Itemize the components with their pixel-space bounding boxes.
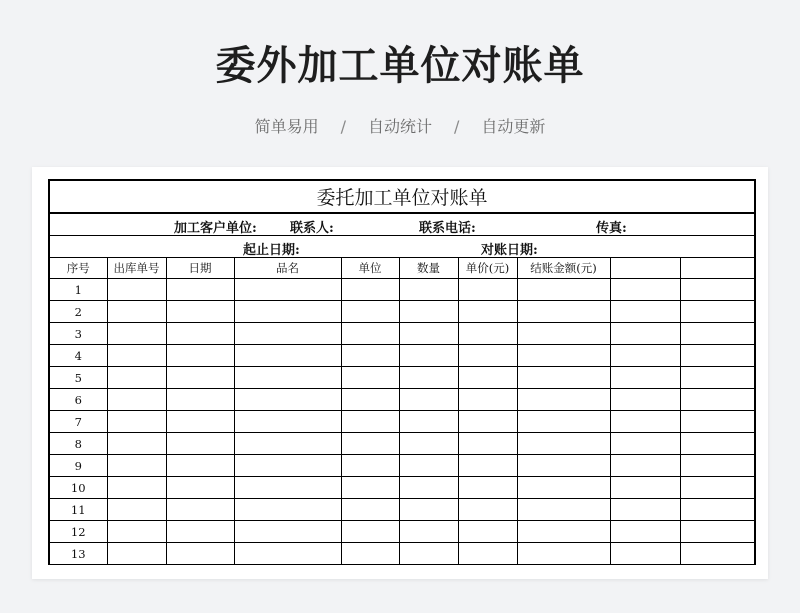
statement-table bbox=[48, 179, 756, 565]
table-row bbox=[49, 455, 755, 477]
tag-separator: / bbox=[340, 117, 346, 136]
table-cell[interactable] bbox=[234, 543, 341, 565]
table-row bbox=[49, 389, 755, 411]
table-cell[interactable] bbox=[341, 543, 399, 565]
table-cell[interactable] bbox=[341, 389, 399, 411]
table-cell[interactable] bbox=[610, 433, 680, 455]
table-cell[interactable] bbox=[399, 301, 458, 323]
page-title: 委外加工单位对账单 bbox=[215, 43, 585, 89]
table-cell[interactable] bbox=[107, 345, 166, 367]
table-cell[interactable] bbox=[107, 411, 166, 433]
feature-tagline bbox=[0, 114, 800, 137]
table-cell[interactable] bbox=[234, 279, 341, 301]
table-cell[interactable] bbox=[234, 455, 341, 477]
table-cell[interactable] bbox=[680, 345, 755, 367]
table-cell[interactable] bbox=[517, 367, 610, 389]
contact-person-label: 联系人: bbox=[290, 221, 334, 236]
table-cell[interactable] bbox=[166, 411, 234, 433]
table-cell[interactable] bbox=[166, 521, 234, 543]
row-number-cell[interactable]: 12 bbox=[49, 521, 107, 543]
table-cell[interactable] bbox=[517, 521, 610, 543]
table-cell[interactable] bbox=[166, 455, 234, 477]
table-cell[interactable] bbox=[610, 411, 680, 433]
table-cell[interactable] bbox=[107, 521, 166, 543]
table-cell[interactable] bbox=[234, 477, 341, 499]
table-cell[interactable] bbox=[680, 323, 755, 345]
table-row bbox=[49, 279, 755, 301]
table-cell[interactable] bbox=[107, 367, 166, 389]
table-cell[interactable] bbox=[458, 279, 517, 301]
table-cell[interactable] bbox=[458, 389, 517, 411]
table-cell[interactable] bbox=[680, 279, 755, 301]
table-cell[interactable] bbox=[680, 367, 755, 389]
feature-tag: 自动更新 bbox=[481, 117, 546, 136]
fax-label: 传真: bbox=[596, 221, 627, 236]
column-header: 出库单号 bbox=[107, 258, 166, 279]
table-cell[interactable] bbox=[341, 477, 399, 499]
table-cell[interactable] bbox=[166, 389, 234, 411]
table-cell[interactable] bbox=[166, 499, 234, 521]
table-cell[interactable] bbox=[107, 477, 166, 499]
table-cell[interactable] bbox=[680, 455, 755, 477]
column-header: 结账金额(元) bbox=[517, 258, 610, 279]
table-cell[interactable] bbox=[610, 367, 680, 389]
row-number-cell[interactable]: 7 bbox=[49, 411, 107, 433]
table-cell[interactable] bbox=[517, 301, 610, 323]
table-cell[interactable] bbox=[517, 411, 610, 433]
client-unit-label: 加工客户单位: bbox=[174, 221, 257, 236]
table-row bbox=[49, 411, 755, 433]
table-cell[interactable] bbox=[341, 411, 399, 433]
table-cell[interactable] bbox=[399, 345, 458, 367]
table-cell[interactable] bbox=[680, 521, 755, 543]
table-cell[interactable] bbox=[166, 279, 234, 301]
column-header: 单位 bbox=[341, 258, 399, 279]
table-cell[interactable] bbox=[680, 433, 755, 455]
table-cell[interactable] bbox=[341, 301, 399, 323]
table-cell[interactable] bbox=[107, 301, 166, 323]
table-cell[interactable] bbox=[517, 477, 610, 499]
table-cell[interactable] bbox=[399, 521, 458, 543]
sheet-title: 委托加工单位对账单 bbox=[49, 180, 755, 213]
table-cell[interactable] bbox=[680, 477, 755, 499]
table-cell[interactable] bbox=[517, 455, 610, 477]
table-cell[interactable] bbox=[610, 521, 680, 543]
table-cell[interactable] bbox=[107, 499, 166, 521]
period-label: 起止日期: bbox=[243, 243, 300, 258]
table-cell[interactable] bbox=[458, 323, 517, 345]
column-header-row bbox=[49, 258, 755, 279]
table-cell[interactable] bbox=[166, 301, 234, 323]
table-row bbox=[49, 301, 755, 323]
row-number-cell[interactable]: 1 bbox=[49, 279, 107, 301]
table-cell[interactable] bbox=[166, 543, 234, 565]
row-number-cell[interactable]: 2 bbox=[49, 301, 107, 323]
row-number-cell[interactable]: 3 bbox=[49, 323, 107, 345]
feature-tag: 自动统计 bbox=[367, 117, 432, 136]
table-cell[interactable] bbox=[234, 411, 341, 433]
feature-tag: 简单易用 bbox=[254, 117, 319, 136]
column-header bbox=[680, 258, 755, 279]
table-cell[interactable] bbox=[680, 499, 755, 521]
contact-phone-label: 联系电话: bbox=[419, 221, 476, 236]
table-cell[interactable] bbox=[399, 367, 458, 389]
row-number-cell[interactable]: 5 bbox=[49, 367, 107, 389]
table-cell[interactable] bbox=[341, 367, 399, 389]
table-cell[interactable] bbox=[341, 345, 399, 367]
statement-date-label: 对账日期: bbox=[481, 243, 538, 258]
table-cell[interactable] bbox=[517, 389, 610, 411]
column-header: 序号 bbox=[49, 258, 107, 279]
table-cell[interactable] bbox=[234, 345, 341, 367]
row-number-cell[interactable]: 8 bbox=[49, 433, 107, 455]
row-number-cell[interactable]: 11 bbox=[49, 499, 107, 521]
tag-separator: / bbox=[454, 117, 460, 136]
spreadsheet-preview bbox=[32, 167, 768, 579]
table-cell[interactable] bbox=[610, 477, 680, 499]
table-cell[interactable] bbox=[458, 301, 517, 323]
table-cell[interactable] bbox=[458, 455, 517, 477]
table-cell[interactable] bbox=[341, 521, 399, 543]
table-row bbox=[49, 433, 755, 455]
table-cell[interactable] bbox=[517, 279, 610, 301]
column-header: 单价(元) bbox=[458, 258, 517, 279]
table-cell[interactable] bbox=[610, 301, 680, 323]
table-row bbox=[49, 323, 755, 345]
table-row bbox=[49, 367, 755, 389]
table-cell[interactable] bbox=[107, 433, 166, 455]
table-cell[interactable] bbox=[341, 499, 399, 521]
table-row bbox=[49, 345, 755, 367]
row-number-cell[interactable]: 13 bbox=[49, 543, 107, 565]
table-cell[interactable] bbox=[517, 345, 610, 367]
table-cell[interactable] bbox=[399, 477, 458, 499]
table-cell[interactable] bbox=[166, 477, 234, 499]
row-number-cell[interactable]: 9 bbox=[49, 455, 107, 477]
table-cell[interactable] bbox=[107, 323, 166, 345]
table-cell[interactable] bbox=[680, 543, 755, 565]
table-cell[interactable] bbox=[107, 455, 166, 477]
table-cell[interactable] bbox=[341, 323, 399, 345]
table-cell[interactable] bbox=[234, 499, 341, 521]
table-cell[interactable] bbox=[234, 301, 341, 323]
table-cell[interactable] bbox=[680, 301, 755, 323]
column-header: 品名 bbox=[234, 258, 341, 279]
table-cell[interactable] bbox=[458, 433, 517, 455]
table-cell[interactable] bbox=[399, 411, 458, 433]
column-header bbox=[610, 258, 680, 279]
table-cell[interactable] bbox=[458, 543, 517, 565]
column-header: 数量 bbox=[399, 258, 458, 279]
table-cell[interactable] bbox=[234, 433, 341, 455]
column-header: 日期 bbox=[166, 258, 234, 279]
table-cell[interactable] bbox=[341, 279, 399, 301]
table-cell[interactable] bbox=[234, 367, 341, 389]
client-info-row bbox=[49, 213, 755, 236]
table-cell[interactable] bbox=[517, 323, 610, 345]
table-cell[interactable] bbox=[680, 411, 755, 433]
table-cell[interactable] bbox=[458, 521, 517, 543]
table-cell[interactable] bbox=[341, 433, 399, 455]
table-row bbox=[49, 543, 755, 565]
table-cell[interactable] bbox=[610, 455, 680, 477]
table-cell[interactable] bbox=[166, 323, 234, 345]
table-row bbox=[49, 477, 755, 499]
table-cell[interactable] bbox=[458, 499, 517, 521]
date-info-row bbox=[49, 236, 755, 258]
table-cell[interactable] bbox=[458, 477, 517, 499]
table-cell[interactable] bbox=[234, 323, 341, 345]
row-number-cell[interactable]: 4 bbox=[49, 345, 107, 367]
table-cell[interactable] bbox=[166, 345, 234, 367]
row-number-cell[interactable]: 10 bbox=[49, 477, 107, 499]
table-cell[interactable] bbox=[517, 499, 610, 521]
table-cell[interactable] bbox=[399, 543, 458, 565]
table-cell[interactable] bbox=[458, 345, 517, 367]
table-cell[interactable] bbox=[107, 389, 166, 411]
table-cell[interactable] bbox=[610, 279, 680, 301]
table-cell[interactable] bbox=[399, 433, 458, 455]
table-cell[interactable] bbox=[399, 389, 458, 411]
table-cell[interactable] bbox=[610, 323, 680, 345]
table-cell[interactable] bbox=[234, 521, 341, 543]
table-cell[interactable] bbox=[610, 499, 680, 521]
table-cell[interactable] bbox=[399, 323, 458, 345]
table-cell[interactable] bbox=[517, 543, 610, 565]
table-cell[interactable] bbox=[517, 433, 610, 455]
table-cell[interactable] bbox=[166, 367, 234, 389]
table-cell[interactable] bbox=[399, 455, 458, 477]
table-cell[interactable] bbox=[399, 499, 458, 521]
table-cell[interactable] bbox=[234, 389, 341, 411]
table-cell[interactable] bbox=[458, 367, 517, 389]
table-cell[interactable] bbox=[680, 389, 755, 411]
table-cell[interactable] bbox=[610, 543, 680, 565]
table-row bbox=[49, 521, 755, 543]
table-cell[interactable] bbox=[107, 279, 166, 301]
table-cell[interactable] bbox=[399, 279, 458, 301]
table-cell[interactable] bbox=[458, 411, 517, 433]
table-cell[interactable] bbox=[610, 345, 680, 367]
row-number-cell[interactable]: 6 bbox=[49, 389, 107, 411]
table-row bbox=[49, 499, 755, 521]
table-cell[interactable] bbox=[610, 389, 680, 411]
table-cell[interactable] bbox=[107, 543, 166, 565]
table-cell[interactable] bbox=[166, 433, 234, 455]
table-cell[interactable] bbox=[341, 455, 399, 477]
